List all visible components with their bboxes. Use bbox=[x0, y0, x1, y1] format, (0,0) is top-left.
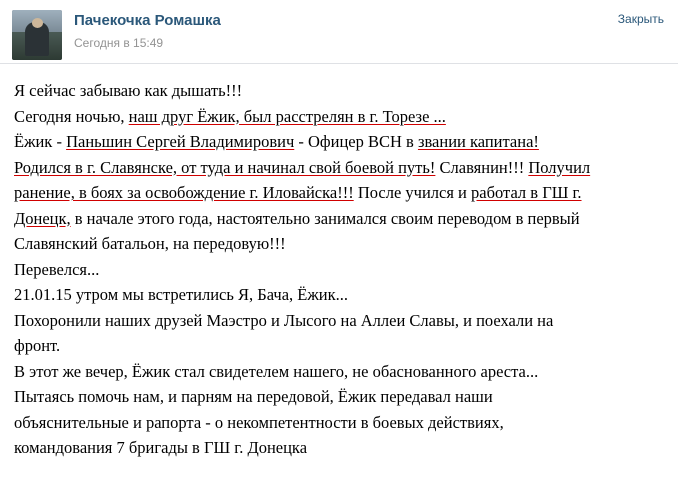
post-line-5 bbox=[14, 180, 664, 206]
post-line-4-underlined-a: Родился в г. Славянске, от туда и начинал свой боевой путь! bbox=[14, 157, 436, 177]
post-line-7-text: Славянский батальон, на передовую!!! bbox=[14, 234, 286, 253]
post-line-3-plain-b: - Офицер ВСН в bbox=[294, 132, 418, 151]
post-line-10 bbox=[14, 308, 664, 334]
post-line-2-underlined: наш друг Ёжик, был расстрелян в г. Торезе ... bbox=[128, 106, 446, 126]
post-line-3-underlined-b: звании капитана! bbox=[417, 132, 539, 151]
post-line-1-text: Я сейчас забываю как дышать!!! bbox=[14, 81, 243, 100]
post-line-5-underlined-a: ранение, в боях за освобождение г. Иловайска!!! bbox=[14, 183, 354, 202]
post-line-6-underlined: Донецк, bbox=[14, 208, 71, 228]
post-line-8-text: Перевелся... bbox=[14, 259, 100, 279]
post-line-14 bbox=[14, 410, 664, 436]
post-line-6 bbox=[14, 206, 664, 232]
post-line-6-plain: в начале этого года, настоятельно занимался своим переводом в первый bbox=[70, 208, 580, 228]
post-line-12-text: В этот же вечер, Ёжик стал свидетелем нашего, не обаснованного ареста... bbox=[14, 361, 539, 381]
avatar-head bbox=[32, 18, 43, 28]
post-line-3-underlined-a: Паньшин Сергей Владимирович bbox=[66, 132, 295, 151]
post-line-4 bbox=[14, 155, 664, 181]
post-line-2-plain: Сегодня ночью, bbox=[14, 106, 129, 126]
post-line-5-underlined-b: работал в ГШ г. bbox=[471, 183, 582, 202]
post-line-12 bbox=[14, 359, 664, 385]
author-name[interactable]: Пачекочка Ромашка bbox=[74, 12, 221, 29]
post-timestamp: Сегодня в 15:49 bbox=[74, 36, 164, 50]
post-line-15 bbox=[14, 435, 664, 461]
post-line-4-plain: Славянин!!! bbox=[435, 157, 529, 177]
post-line-5-plain: После учился и bbox=[353, 183, 472, 202]
close-button[interactable]: Закрыть bbox=[617, 12, 664, 26]
post-line-14-text: объяснительные и рапорта - о некомпетентности в боевых действиях, bbox=[14, 412, 504, 432]
post-line-3 bbox=[14, 129, 664, 155]
post-line-3-plain-a: Ёжик - bbox=[14, 132, 67, 151]
post-line-4-underlined-b: Получил bbox=[528, 157, 591, 177]
post-line-1 bbox=[14, 78, 664, 104]
post-line-13 bbox=[14, 384, 664, 410]
post-line-11 bbox=[14, 333, 664, 359]
post-header-text bbox=[74, 10, 221, 50]
post-line-15-text: командования 7 бригады в ГШ г. Донецка bbox=[14, 438, 308, 457]
avatar[interactable] bbox=[12, 10, 62, 60]
post-line-9-text: 21.01.15 утром мы встретились Я, Бача, Ёжик... bbox=[14, 285, 348, 304]
post-line-13-text: Пытаясь помочь нам, и парням на передовой, Ёжик передавал наши bbox=[14, 387, 493, 406]
bottom-fade-overlay bbox=[0, 469, 678, 489]
post-line-10-text: Похоронили наших друзей Маэстро и Лысого на Аллеи Славы, и поехали на bbox=[14, 310, 554, 330]
post-line-11-text: фронт. bbox=[14, 336, 61, 355]
post-line-9 bbox=[14, 282, 664, 308]
post-line-7 bbox=[14, 231, 664, 257]
post-line-2 bbox=[14, 104, 664, 130]
post-line-8 bbox=[14, 257, 664, 283]
post-header bbox=[0, 0, 678, 64]
post-body bbox=[0, 64, 678, 461]
